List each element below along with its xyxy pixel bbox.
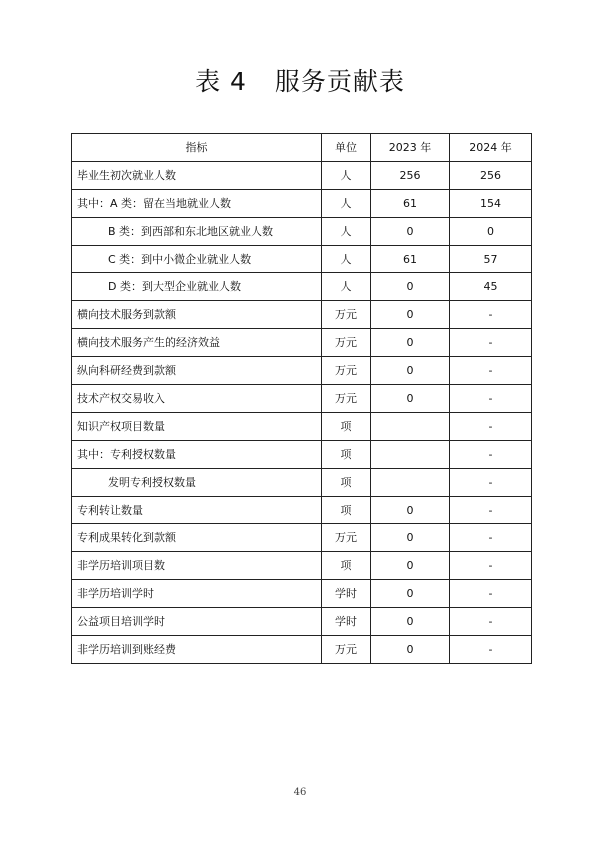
service-contribution-table: [71, 133, 532, 664]
header-indicator: 指标: [72, 134, 322, 162]
row-indicator: 发明专利授权数量: [72, 468, 322, 496]
row-unit: 项: [322, 468, 371, 496]
row-value-2024: 45: [450, 273, 532, 301]
row-value-2023: 61: [371, 189, 450, 217]
header-2024: 2024 年: [450, 134, 532, 162]
row-value-2024: -: [450, 552, 532, 580]
table-name: 服务贡献表: [274, 67, 405, 96]
row-value-2024: -: [450, 385, 532, 413]
row-unit: 万元: [322, 357, 371, 385]
table-row: [72, 552, 532, 580]
row-value-2023: [371, 440, 450, 468]
row-indicator: 其中：专利授权数量: [72, 440, 322, 468]
table-row: [72, 608, 532, 636]
row-value-2023: 0: [371, 273, 450, 301]
row-value-2024: -: [450, 357, 532, 385]
row-unit: 人: [322, 273, 371, 301]
table-row: [72, 301, 532, 329]
row-unit: 万元: [322, 301, 371, 329]
row-value-2024: -: [450, 412, 532, 440]
table-row: [72, 273, 532, 301]
row-unit: 万元: [322, 636, 371, 664]
row-value-2023: 256: [371, 161, 450, 189]
row-value-2024: -: [450, 636, 532, 664]
header-2023: 2023 年: [371, 134, 450, 162]
row-indicator: 纵向科研经费到款额: [72, 357, 322, 385]
row-indicator: 非学历培训项目数: [72, 552, 322, 580]
row-unit: 人: [322, 189, 371, 217]
row-value-2023: 0: [371, 608, 450, 636]
row-value-2024: 256: [450, 161, 532, 189]
row-value-2024: -: [450, 496, 532, 524]
row-unit: 项: [322, 552, 371, 580]
row-unit: 项: [322, 496, 371, 524]
row-value-2024: 57: [450, 245, 532, 273]
row-indicator: 非学历培训学时: [72, 580, 322, 608]
row-value-2023: 0: [371, 385, 450, 413]
row-unit: 学时: [322, 608, 371, 636]
table-row: [72, 636, 532, 664]
row-unit: 万元: [322, 385, 371, 413]
table-row: [72, 161, 532, 189]
row-indicator: 其中：A 类：留在当地就业人数: [72, 189, 322, 217]
row-value-2023: 0: [371, 496, 450, 524]
row-value-2024: -: [450, 580, 532, 608]
row-unit: 项: [322, 440, 371, 468]
table-row: [72, 189, 532, 217]
row-indicator: 公益项目培训学时: [72, 608, 322, 636]
row-value-2023: 0: [371, 580, 450, 608]
row-value-2024: -: [450, 329, 532, 357]
row-value-2023: 0: [371, 636, 450, 664]
row-indicator: D 类：到大型企业就业人数: [72, 273, 322, 301]
row-value-2023: 0: [371, 217, 450, 245]
table-title: [0, 62, 600, 98]
table-row: [72, 580, 532, 608]
row-value-2024: -: [450, 524, 532, 552]
row-value-2024: 154: [450, 189, 532, 217]
row-value-2023: 0: [371, 552, 450, 580]
table-row: [72, 468, 532, 496]
row-indicator: 知识产权项目数量: [72, 412, 322, 440]
table-header-row: [72, 134, 532, 162]
page-number: 46: [293, 787, 307, 798]
row-value-2024: -: [450, 608, 532, 636]
row-indicator: C 类：到中小微企业就业人数: [72, 245, 322, 273]
header-unit: 单位: [322, 134, 371, 162]
row-indicator: 专利成果转化到款额: [72, 524, 322, 552]
row-unit: 人: [322, 245, 371, 273]
row-value-2024: -: [450, 301, 532, 329]
table-row: [72, 440, 532, 468]
table-row: [72, 385, 532, 413]
row-indicator: 非学历培训到账经费: [72, 636, 322, 664]
row-unit: 项: [322, 412, 371, 440]
row-indicator: 横向技术服务产生的经济效益: [72, 329, 322, 357]
row-value-2023: 0: [371, 301, 450, 329]
row-indicator: 横向技术服务到款额: [72, 301, 322, 329]
row-unit: 万元: [322, 329, 371, 357]
row-value-2023: 0: [371, 524, 450, 552]
row-value-2023: 0: [371, 357, 450, 385]
table-row: [72, 524, 532, 552]
row-value-2023: [371, 468, 450, 496]
row-indicator: B 类：到西部和东北地区就业人数: [72, 217, 322, 245]
row-indicator: 技术产权交易收入: [72, 385, 322, 413]
row-value-2023: 0: [371, 329, 450, 357]
table-row: [72, 412, 532, 440]
table-row: [72, 357, 532, 385]
table-row: [72, 217, 532, 245]
row-value-2024: -: [450, 440, 532, 468]
table-row: [72, 329, 532, 357]
row-value-2024: -: [450, 468, 532, 496]
row-unit: 万元: [322, 524, 371, 552]
table-row: [72, 245, 532, 273]
row-unit: 人: [322, 217, 371, 245]
table-row: [72, 496, 532, 524]
row-value-2023: [371, 412, 450, 440]
row-indicator: 专利转让数量: [72, 496, 322, 524]
row-value-2023: 61: [371, 245, 450, 273]
row-value-2024: 0: [450, 217, 532, 245]
row-unit: 学时: [322, 580, 371, 608]
row-unit: 人: [322, 161, 371, 189]
row-indicator: 毕业生初次就业人数: [72, 161, 322, 189]
table-number: 表 4: [195, 67, 247, 96]
